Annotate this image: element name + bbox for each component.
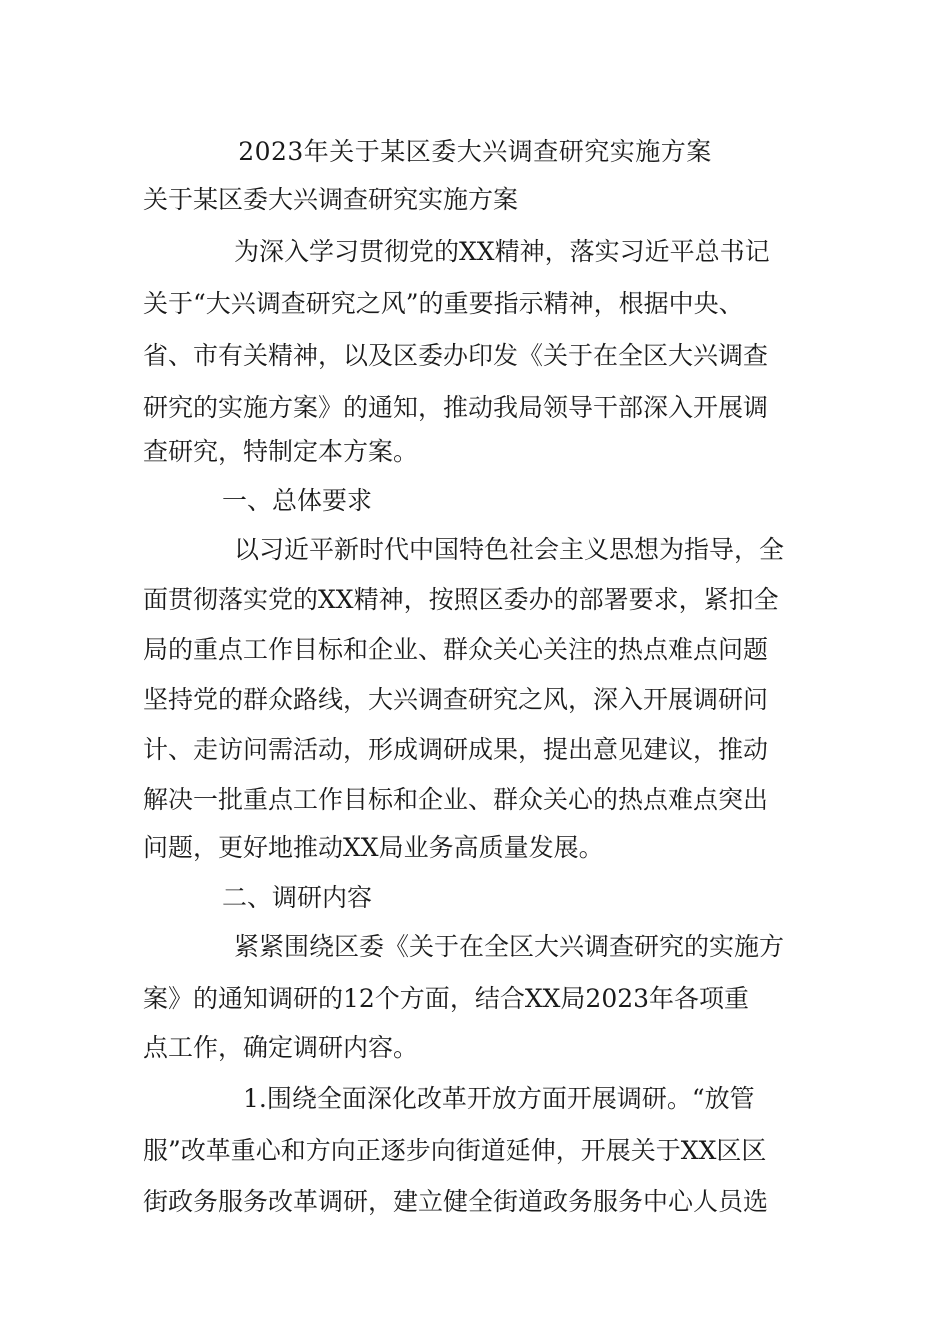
- paragraph-2-line-2: 面贯彻落实党的XX精神，按照区委办的部署要求，紧扣全: [143, 585, 779, 614]
- paragraph-3-line-2: 案》的通知调研的12个方面，结合XX局2023年各项重: [143, 984, 750, 1013]
- paragraph-2-line-7: 问题，更好地推动XX局业务高质量发展。: [143, 833, 604, 862]
- paragraph-2-line-6: 解决一批重点工作目标和企业、群众关心的热点难点突出: [143, 785, 769, 814]
- paragraph-3-line-3: 点工作，确定调研内容。: [143, 1033, 419, 1062]
- paragraph-2-line-4: 坚持党的群众路线，大兴调查研究之风，深入开展调研问: [143, 685, 769, 714]
- paragraph-4-line-1: 1.围绕全面深化改革开放方面开展调研。“放管: [243, 1084, 755, 1113]
- document-subtitle: 关于某区委大兴调查研究实施方案: [143, 185, 519, 214]
- paragraph-1-line-2: 关于“大兴调查研究之风”的重要指示精神，根据中央、: [143, 289, 744, 318]
- paragraph-2-line-3: 局的重点工作目标和企业、群众关心关注的热点难点问题: [143, 635, 769, 664]
- paragraph-1-line-5: 查研究，特制定本方案。: [143, 437, 419, 466]
- paragraph-2-line-5: 计、走访问需活动，形成调研成果，提出意见建议，推动: [143, 735, 769, 764]
- document-title: 2023年关于某区委大兴调查研究实施方案: [238, 137, 712, 166]
- paragraph-1-line-3: 省、市有关精神，以及区委办印发《关于在全区大兴调查: [143, 341, 769, 370]
- paragraph-4-line-2: 服”改革重心和方向正逐步向街道延伸，开展关于XX区区: [143, 1136, 767, 1165]
- paragraph-4-line-3: 街政务服务改革调研，建立健全街道政务服务中心人员选: [143, 1187, 769, 1216]
- section-heading-2: 二、调研内容: [222, 883, 373, 912]
- paragraph-2-line-1: 以习近平新时代中国特色社会主义思想为指导，全: [234, 535, 785, 564]
- section-heading-1: 一、总体要求: [222, 486, 373, 515]
- paragraph-3-line-1: 紧紧围绕区委《关于在全区大兴调查研究的实施方: [234, 932, 785, 961]
- paragraph-1-line-1: 为深入学习贯彻党的XX精神，落实习近平总书记: [234, 237, 770, 266]
- paragraph-1-line-4: 研究的实施方案》的通知，推动我局领导干部深入开展调: [143, 393, 769, 422]
